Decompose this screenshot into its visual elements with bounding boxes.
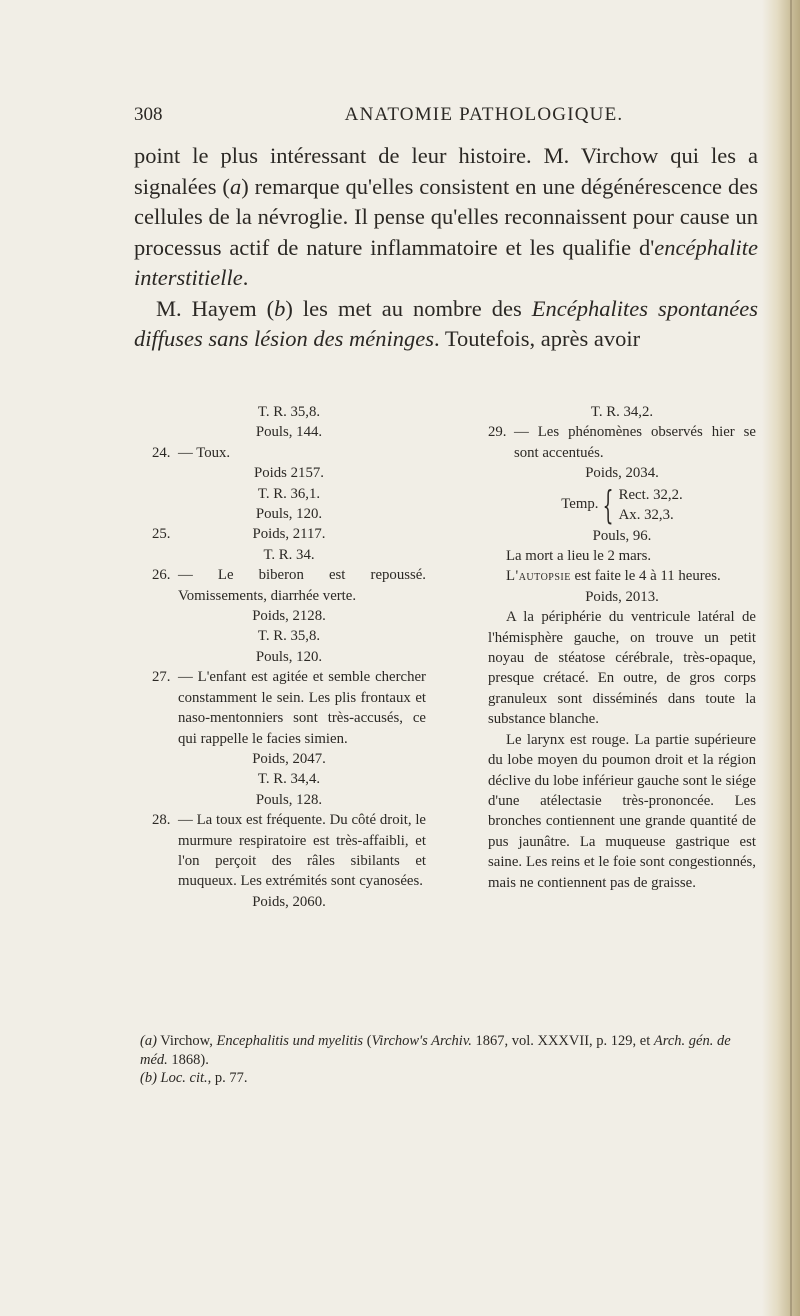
day-text: — Toux. (178, 444, 231, 461)
autopsy-paragraph: A la périphérie du ventricule latéral de l'hémisphère gauche, on trouve un petit noyau de stéatose cérébrale, très-opaque, presque crétacé. En outre, de gros corps granuleux sont disséminés dans toute la substance blanche. (488, 609, 756, 728)
footnote-ref-a: a (229, 173, 242, 199)
page-header (134, 104, 734, 134)
day-entry-29 (488, 422, 756, 463)
obs-line: Poids, 2128. (252, 608, 326, 625)
footnote-text: , p. 77. (207, 1070, 248, 1086)
footnote-ref-b: b (274, 295, 286, 321)
footnote-title: Encephalitis und myelitis (216, 1033, 364, 1049)
day-entry-24 (152, 443, 426, 463)
footnote-text: Virchow, (156, 1033, 217, 1049)
intro-paragraph-2 (134, 294, 758, 355)
autopsy-paragraph: Le larynx est rouge. La partie supérieure du lobe moyen du poumon droit et la région déclive du lobe inférieur gauche sont le siége d'une atélectasie très-prononcée. Les bronches contiennent une grande quantité de pus jaunâtre. La muqueuse gastrique est saine. Les reins et le foie sont congestionnés, mais ne contiennent pas de graisse. (488, 731, 756, 891)
left-column (152, 402, 426, 912)
obs-line: T. R. 36,1. (257, 485, 321, 502)
footnote-marker: (a) (140, 1033, 157, 1049)
footnote-marker: (b) (140, 1070, 157, 1086)
temp-rect: Rect. 32,2. (618, 486, 683, 503)
day-text: — Les phénomènes observés hier se sont accentués. (514, 424, 756, 461)
intro-p1-text2: ) remarque qu'elles consistent en une dégénérescence des cellules de la névroglie. Il pense qu'elles reconnaissent pour cause un processus actif de nature inflammatoire et les qualifie d' (134, 173, 758, 260)
autopsy-text: est faite le 4 à 11 heures. (570, 568, 721, 585)
day-entry-26 (152, 565, 426, 606)
obs-line: Poids, 2060. (252, 893, 326, 910)
obs-line: T. R. 34,2. (590, 404, 654, 420)
temperature-block (488, 484, 756, 526)
day-text: — Le biberon est repoussé. Vomissements, diarrhée verte. (178, 567, 426, 604)
obs-line: T. R. 35,8. (257, 628, 321, 645)
temp-ax: Ax. 32,3. (618, 506, 674, 523)
obs-line: Pouls, 128. (255, 791, 323, 808)
day-number: 27. (152, 669, 171, 686)
footnote-text: ( (363, 1033, 372, 1049)
footnotes (140, 1032, 760, 1088)
day-entry-28 (152, 810, 426, 892)
obs-line: Pouls, 144. (255, 424, 323, 441)
day-text: — La toux est fréquente. Du côté droit, le murmure respiratoire est très-affaibli, et l'on perçoit des râles sibilants et muqueux. Les extrémités sont cyanosées. (178, 812, 426, 890)
death-line: La mort a lieu le 2 mars. (506, 548, 652, 565)
obs-line: Poids, 2013. (585, 588, 659, 605)
intro-p1-text: point le plus intéressant de leur histoire. M. Virchow qui les a signalées ( (134, 143, 758, 199)
intro-p2-end: . Toutefois, après avoir (433, 326, 641, 351)
binding-edge-line (790, 0, 792, 1316)
footnote-a (140, 1032, 760, 1069)
footnote-text: 1868). (167, 1051, 209, 1068)
term-encephalite: encéphalite interstitielle (134, 234, 758, 290)
intro-p2-text2: ) les met au nombre des (285, 295, 532, 321)
day-number: 24. (152, 444, 171, 461)
footnote-title: Arch. gén. de méd. (140, 1033, 731, 1068)
footnote-b (140, 1069, 760, 1088)
intro-p1-end: . (242, 265, 249, 290)
day-entry-27 (152, 667, 426, 749)
obs-line: Pouls, 120. (255, 506, 323, 523)
obs-line: Pouls, 120. (255, 648, 323, 665)
obs-line: Pouls, 96. (592, 527, 652, 544)
intro-text (134, 141, 758, 355)
obs-line: T. R. 34. (263, 546, 315, 563)
temp-values (619, 485, 683, 525)
autopsy-line (488, 566, 756, 586)
intro-p2-text: M. Hayem ( (156, 295, 275, 321)
footnote-title: Loc. cit. (160, 1070, 208, 1086)
day-text: Poids, 2117. (252, 526, 326, 543)
page-edge-shadow (762, 0, 800, 1316)
right-column (488, 402, 756, 893)
day-number: 28. (152, 812, 171, 829)
day-number: 25. (152, 526, 171, 543)
obs-line: Poids, 2047. (252, 750, 326, 767)
autopsy-label: L'autopsie (506, 568, 571, 585)
obs-line: T. R. 34,4. (257, 771, 321, 788)
term-encephalites: Encéphalites spontanées diffuses sans lésion des méninges (134, 295, 758, 351)
temp-label: Temp. (561, 496, 599, 513)
running-head: ANATOMIE PATHOLOGIQUE. (344, 104, 624, 125)
obs-line: Poids, 2034. (585, 465, 659, 482)
day-text: — L'enfant est agitée et semble chercher constamment le sein. Les plis frontaux et naso-mentonniers sont très-accusés, ce qui rappelle le facies simien. (178, 669, 426, 747)
day-entry-25 (152, 524, 426, 544)
footnote-text: 1867, vol. XXXVII, p. 129, et (471, 1033, 654, 1049)
day-number: 26. (152, 567, 171, 584)
obs-line: T. R. 35,8. (257, 404, 321, 420)
footnote-title: Virchow's Archiv. (371, 1033, 472, 1049)
brace-glyph: { (603, 482, 614, 527)
obs-line: Poids 2157. (254, 465, 324, 482)
page-number: 308 (134, 104, 163, 125)
day-number: 29. (488, 424, 507, 441)
intro-paragraph-1 (134, 141, 758, 294)
